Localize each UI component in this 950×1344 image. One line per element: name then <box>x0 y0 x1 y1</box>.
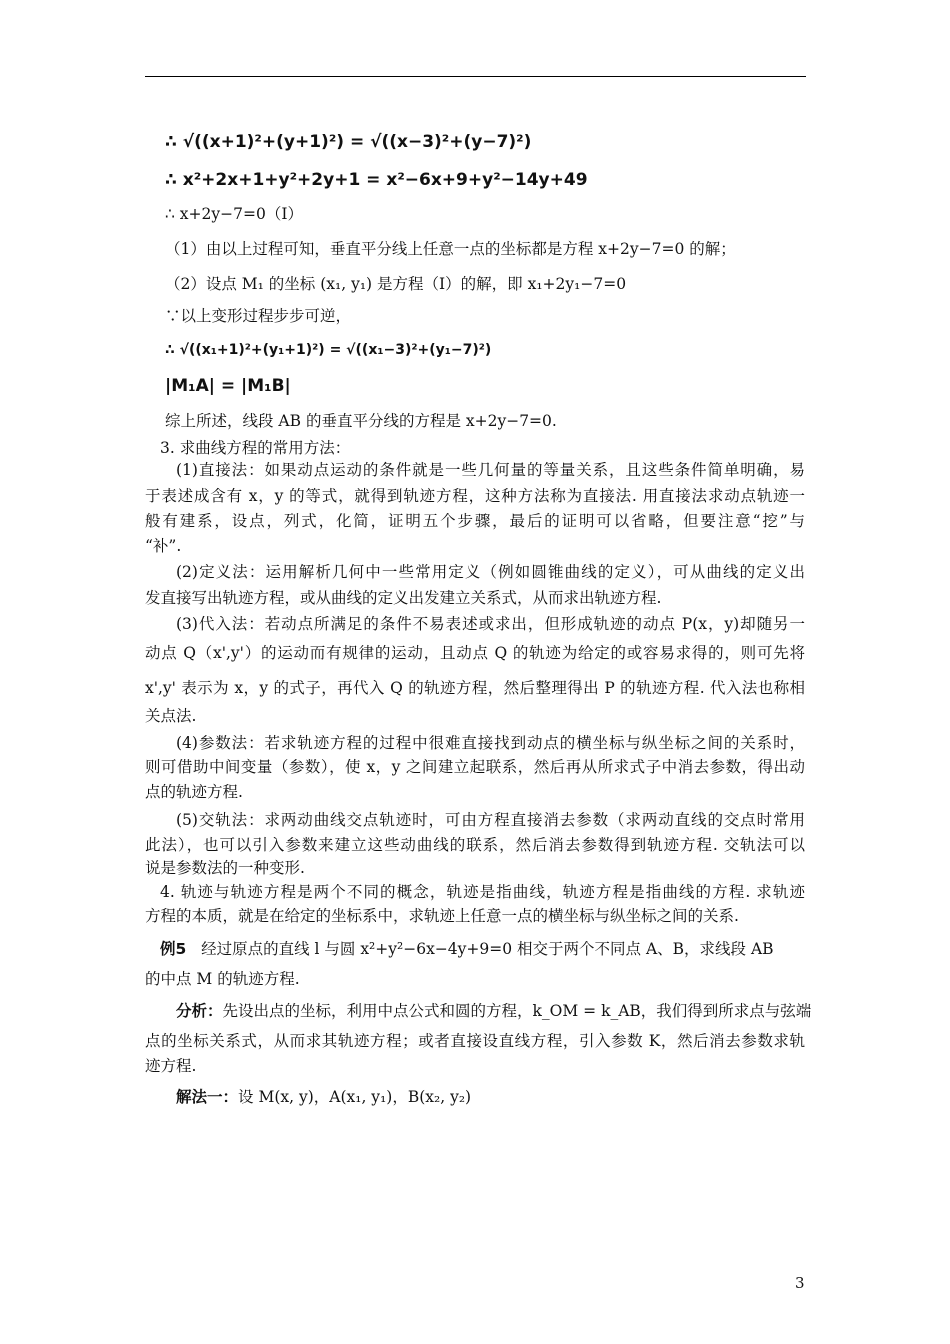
example-label: 例5 <box>160 940 187 958</box>
header-rule <box>145 76 806 77</box>
text-line: 的中点 M 的轨迹方程. <box>145 970 300 988</box>
text-line: (5)交轨法：求两动曲线交点轨迹时，可由方程直接消去参数（求两动直线的交点时常用 <box>176 811 805 829</box>
text-line: (3)代入法：若动点所满足的条件不易表述或求出，但形成轨迹的动点 P(x，y)却随另一 <box>176 615 805 633</box>
example-5 <box>160 939 805 959</box>
text-line: ∵以上变形过程步步可逆， <box>165 307 352 325</box>
text-line: 方程的本质，就是在给定的坐标系中，求轨迹上任意一点的横坐标与纵坐标之间的关系. <box>145 907 739 925</box>
text-line: 说是参数法的一种变形. <box>145 859 305 877</box>
text-line: 4. 轨迹与轨迹方程是两个不同的概念，轨迹是指曲线，轨迹方程是指曲线的方程. 求轨迹 <box>160 883 805 901</box>
text-line: 动点 Q（x',y'）的运动而有规律的运动，且动点 Q 的轨迹为给定的或容易求得的，则可先将 <box>145 644 805 662</box>
equation-line: ∴ √((x₁+1)²+(y₁+1)²) = √((x₁−3)²+(y₁−7)²) <box>165 342 492 358</box>
solution-text: 设 M(x, y)，A(x₁, y₁)，B(x₂, y₂) <box>238 1088 472 1106</box>
text-line: 发直接写出轨迹方程，或从曲线的定义出发建立关系式，从而求出轨迹方程. <box>145 589 662 607</box>
section-heading: 3. 求曲线方程的常用方法： <box>160 439 351 457</box>
solution <box>176 1087 805 1107</box>
text-line: “补”. <box>145 537 182 555</box>
text-line: 关点法. <box>145 707 197 725</box>
equation-line: |M₁A| = |M₁B| <box>165 376 291 396</box>
text-line: （1）由以上过程可知，垂直平分线上任意一点的坐标都是方程 x+2y−7=0 的解； <box>165 240 736 258</box>
text-line: (1)直接法：如果动点运动的条件就是一些几何量的等量关系，且这些条件简单明确，易 <box>176 461 805 479</box>
analysis-text: 先设出点的坐标，利用中点公式和圆的方程，k_OM = k_AB，我们得到所求点与弦端 <box>222 1002 812 1020</box>
text-line: x',y' 表示为 x，y 的式子，再代入 Q 的轨迹方程，然后整理得出 P 的轨迹方程. 代入法也称相 <box>145 679 805 697</box>
text-line: 此法），也可以引入参数来建立这些动曲线的联系，然后消去参数得到轨迹方程. 交轨法可以 <box>145 836 805 854</box>
text-line: 迹方程. <box>145 1057 197 1075</box>
text-line: （2）设点 M₁ 的坐标 (x₁, y₁) 是方程（Ⅰ）的解，即 x₁+2y₁−7=0 <box>165 275 627 293</box>
text-line: 综上所述，线段 AB 的垂直平分线的方程是 x+2y−7=0. <box>165 412 557 430</box>
text-line: 于表述成含有 x，y 的等式，就得到轨迹方程，这种方法称为直接法. 用直接法求动点轨迹一 <box>145 487 805 505</box>
equation-line: ∴ x+2y−7=0（Ⅰ） <box>165 205 303 223</box>
page-number: 3 <box>795 1274 805 1292</box>
example-text: 经过原点的直线 l 与圆 x²+y²−6x−4y+9=0 相交于两个不同点 A、B，求线段 AB <box>201 940 774 958</box>
equation-line: ∴ x²+2x+1+y²+2y+1 = x²−6x+9+y²−14y+49 <box>165 170 588 190</box>
text-line: 点的坐标关系式，从而求其轨迹方程；或者直接设直线方程，引入参数 K，然后消去参数求轨 <box>145 1032 805 1050</box>
analysis <box>176 1001 812 1021</box>
solution-label: 解法一： <box>176 1088 239 1106</box>
text-line: (4)参数法：若求轨迹方程的过程中很难直接找到动点的横坐标与纵坐标之间的关系时， <box>176 734 805 752</box>
analysis-label: 分析： <box>176 1002 223 1020</box>
text-line: 点的轨迹方程. <box>145 783 243 801</box>
text-line: 则可借助中间变量（参数），使 x，y 之间建立起联系，然后再从所求式子中消去参数，得出动 <box>145 758 805 776</box>
text-line: (2)定义法：运用解析几何中一些常用定义（例如圆锥曲线的定义），可从曲线的定义出 <box>176 563 805 581</box>
equation-line: ∴ √((x+1)²+(y+1)²) = √((x−3)²+(y−7)²) <box>165 132 532 152</box>
text-line: 般有建系，设点，列式，化简，证明五个步骤，最后的证明可以省略，但要注意“挖”与 <box>145 512 805 530</box>
